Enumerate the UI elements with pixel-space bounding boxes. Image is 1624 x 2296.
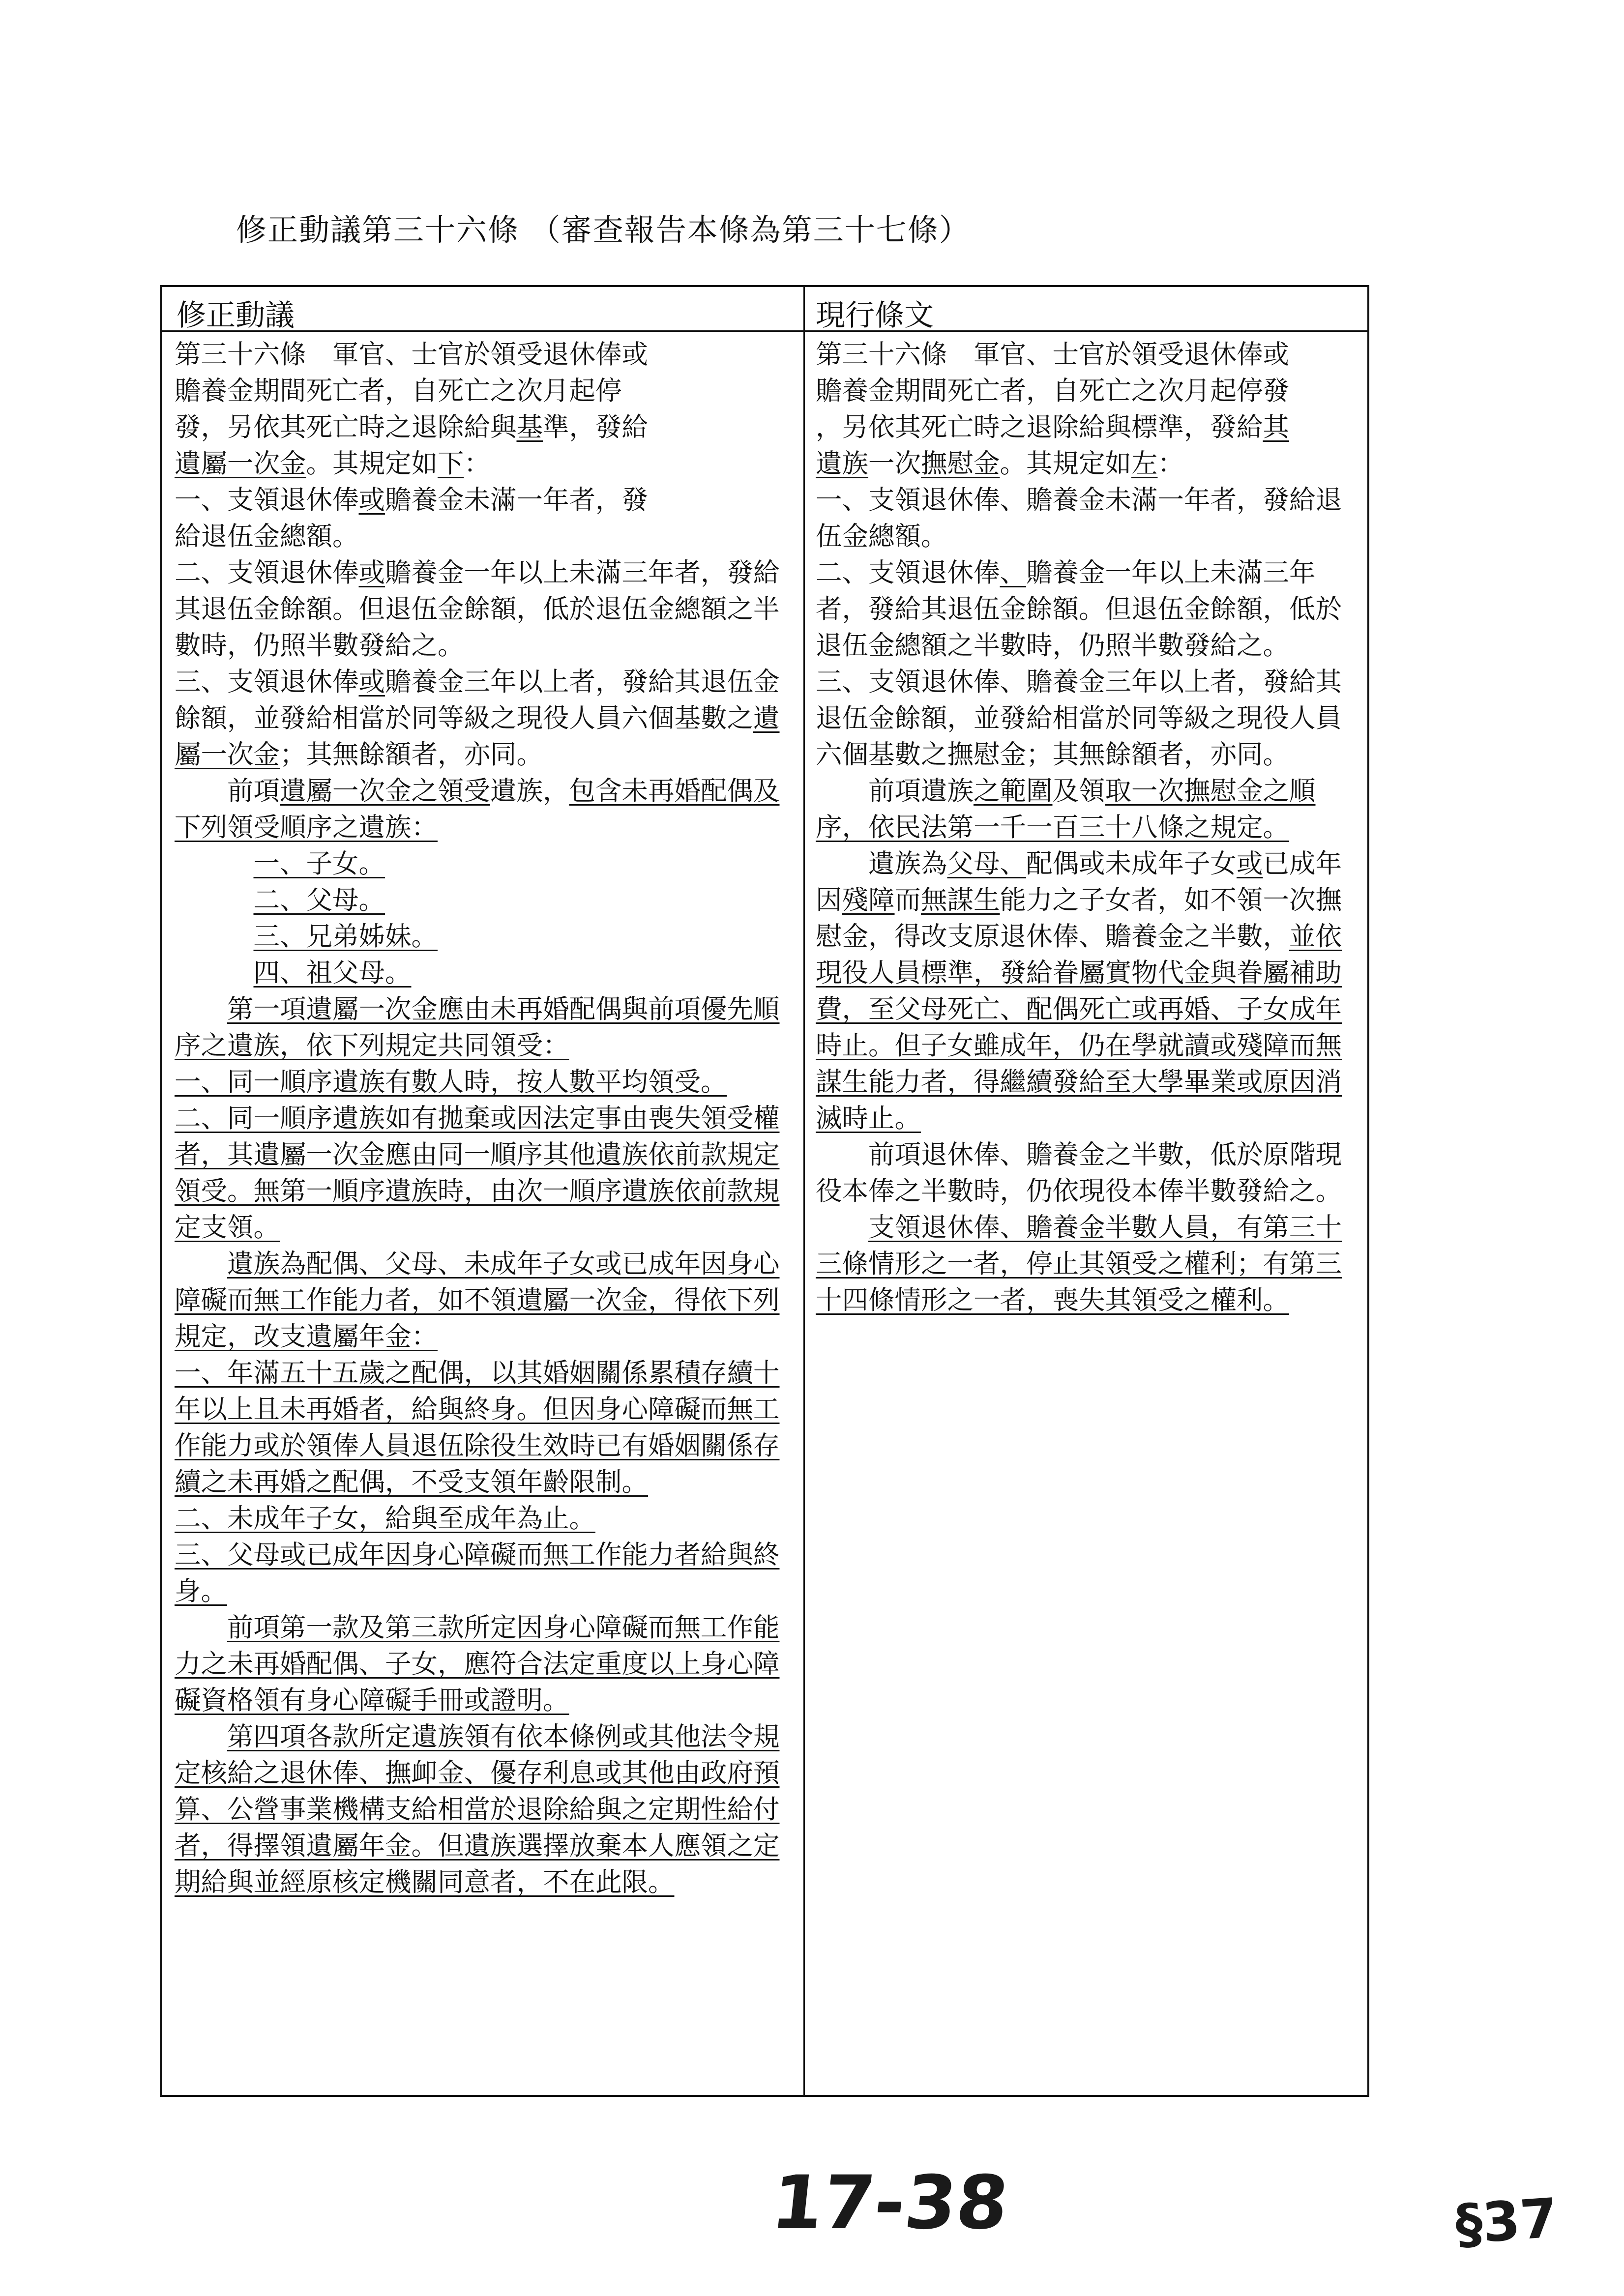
paragraph: 二、同一順序遺族如有拋棄或因法定事由喪失領受權者，其遺屬一次金應由同一順序其他遺族依前款規定領受。無第一順序遺族時，由次一順序遺族依前款規定支領。 — [175, 1103, 780, 1243]
article-heading-line: 第三十六條 軍官、士官於領受退休俸或 — [816, 339, 1289, 370]
handwritten-page-number: 17-38 — [767, 2160, 1012, 2246]
paragraph: 發，另依其死亡時之退除給與基準，發給 — [175, 411, 648, 442]
list-item: 三、兄弟姊妹。 — [253, 921, 438, 952]
paragraph: 一、支領退休俸、贍養金未滿一年者，發給退伍金總額。 — [816, 484, 1342, 552]
paragraph: 給退伍金總額。 — [175, 521, 359, 552]
paragraph: 一、年滿五十五歲之配偶，以其婚姻關係累積存續十年以上且未再婚者，給與終身。但因身心障礙而無工作能力或於領俸人員退伍除役生效時已有婚姻關係存續之未再婚之配偶，不受支領年齡限制。 — [175, 1357, 780, 1497]
paragraph: 贍養金期間死亡者，自死亡之次月起停發 — [816, 375, 1289, 406]
list-item: 二、父母。 — [253, 884, 385, 915]
paragraph: 前項退休俸、贍養金之半數，低於原階現役本俸之半數時，仍依現役本俸半數發給之。 — [816, 1139, 1342, 1206]
paragraph: 贍養金期間死亡者，自死亡之次月起停 — [175, 375, 622, 406]
paragraph: 三、支領退休俸或贍養金三年以上者，發給其退伍金餘額，並發給相當於同等級之現役人員六個基數之遺屬一次金；其無餘額者，亦同。 — [175, 666, 780, 770]
paragraph: 遺屬一次金。其規定如下： — [175, 448, 490, 479]
article-heading-line: 第三十六條 軍官、士官於領受退休俸或 — [175, 339, 648, 370]
paragraph: 二、支領退休俸或贍養金一年以上未滿三年者，發給其退伍金餘額。但退伍金餘額，低於退伍金總額之半數時，仍照半數發給之。 — [175, 557, 780, 661]
list-item: 一、子女。 — [253, 848, 385, 879]
paragraph: 前項第一款及第三款所定因身心障礙而無工作能力之未再婚配偶、子女，應符合法定重度以上身心障礙資格領有身心障礙手冊或證明。 — [175, 1612, 780, 1715]
paragraph: 三、支領退休俸、贍養金三年以上者，發給其退伍金餘額，並發給相當於同等級之現役人員六個基數之撫慰金；其無餘額者，亦同。 — [816, 666, 1342, 770]
paragraph: 遺族一次撫慰金。其規定如左： — [816, 448, 1184, 479]
amendment-text — [175, 336, 792, 2080]
paragraph: 遺族為配偶、父母、未成年子女或已成年因身心障礙而無工作能力者，如不領遺屬一次金，得依下列規定，改支遺屬年金： — [175, 1248, 780, 1352]
paragraph: 一、支領退休俸或贍養金未滿一年者，發 — [175, 484, 648, 515]
paragraph: 前項遺族之範圍及領取一次撫慰金之順序，依民法第一千一百三十八條之規定。 — [816, 775, 1316, 843]
paragraph: 第一項遺屬一次金應由未再婚配偶與前項優先順序之遺族，依下列規定共同領受： — [175, 993, 780, 1061]
paragraph: 支領退休俸、贍養金半數人員，有第三十三條情形之一者，停止其領受之權利；有第三十四條情形之一者，喪失其領受之權利。 — [816, 1212, 1342, 1315]
paragraph: 三、父母或已成年因身心障礙而無工作能力者給與終身。 — [175, 1539, 780, 1606]
comparison-table — [160, 285, 1369, 2097]
handwritten-section-mark: §37 — [1453, 2186, 1560, 2257]
header-amendment: 修正動議 — [177, 298, 295, 333]
paragraph: 第四項各款所定遺族領有依本條例或其他法令規定核給之退休俸、撫卹金、優存利息或其他由政府預算、公營事業機構支給相當於退除給與之定期性給付者，得擇領遺屬年金。但遺族選擇放棄本人應領之定期給與並經原核定機關同意者，不在此限。 — [175, 1721, 780, 1897]
paragraph: 前項遺屬一次金之領受遺族，包含未再婚配偶及下列領受順序之遺族： — [175, 775, 780, 843]
paragraph: 二、未成年子女，給與至成年為止。 — [175, 1503, 595, 1534]
header-divider — [162, 330, 1367, 332]
document-title: 修正動議第三十六條 （審查報告本條為第三十七條） — [236, 212, 971, 248]
paragraph: 二、支領退休俸、贍養金一年以上未滿三年者，發給其退伍金餘額。但退伍金餘額，低於退伍金總額之半數時，仍照半數發給之。 — [816, 557, 1342, 661]
column-divider — [803, 287, 805, 2095]
paragraph: ，另依其死亡時之退除給與標準，發給其 — [816, 411, 1289, 442]
header-current-text: 現行條文 — [816, 298, 934, 333]
paragraph: 遺族為父母、配偶或未成年子女或已成年因殘障而無謀生能力之子女者，如不領一次撫慰金，得改支原退休俸、贍養金之半數，並依現役人員標準，發給眷屬實物代金與眷屬補助費，至父母死亡、配偶死亡或再婚、子女成年時止。但子女雖成年，仍在學就讀或殘障而無謀生能力者，得繼續發給至大學畢業或原因消滅時止。 — [816, 848, 1342, 1133]
current-text — [816, 336, 1364, 2080]
paragraph: 一、同一順序遺族有數人時，按人數平均領受。 — [175, 1066, 727, 1097]
list-item: 四、祖父母。 — [253, 957, 412, 988]
